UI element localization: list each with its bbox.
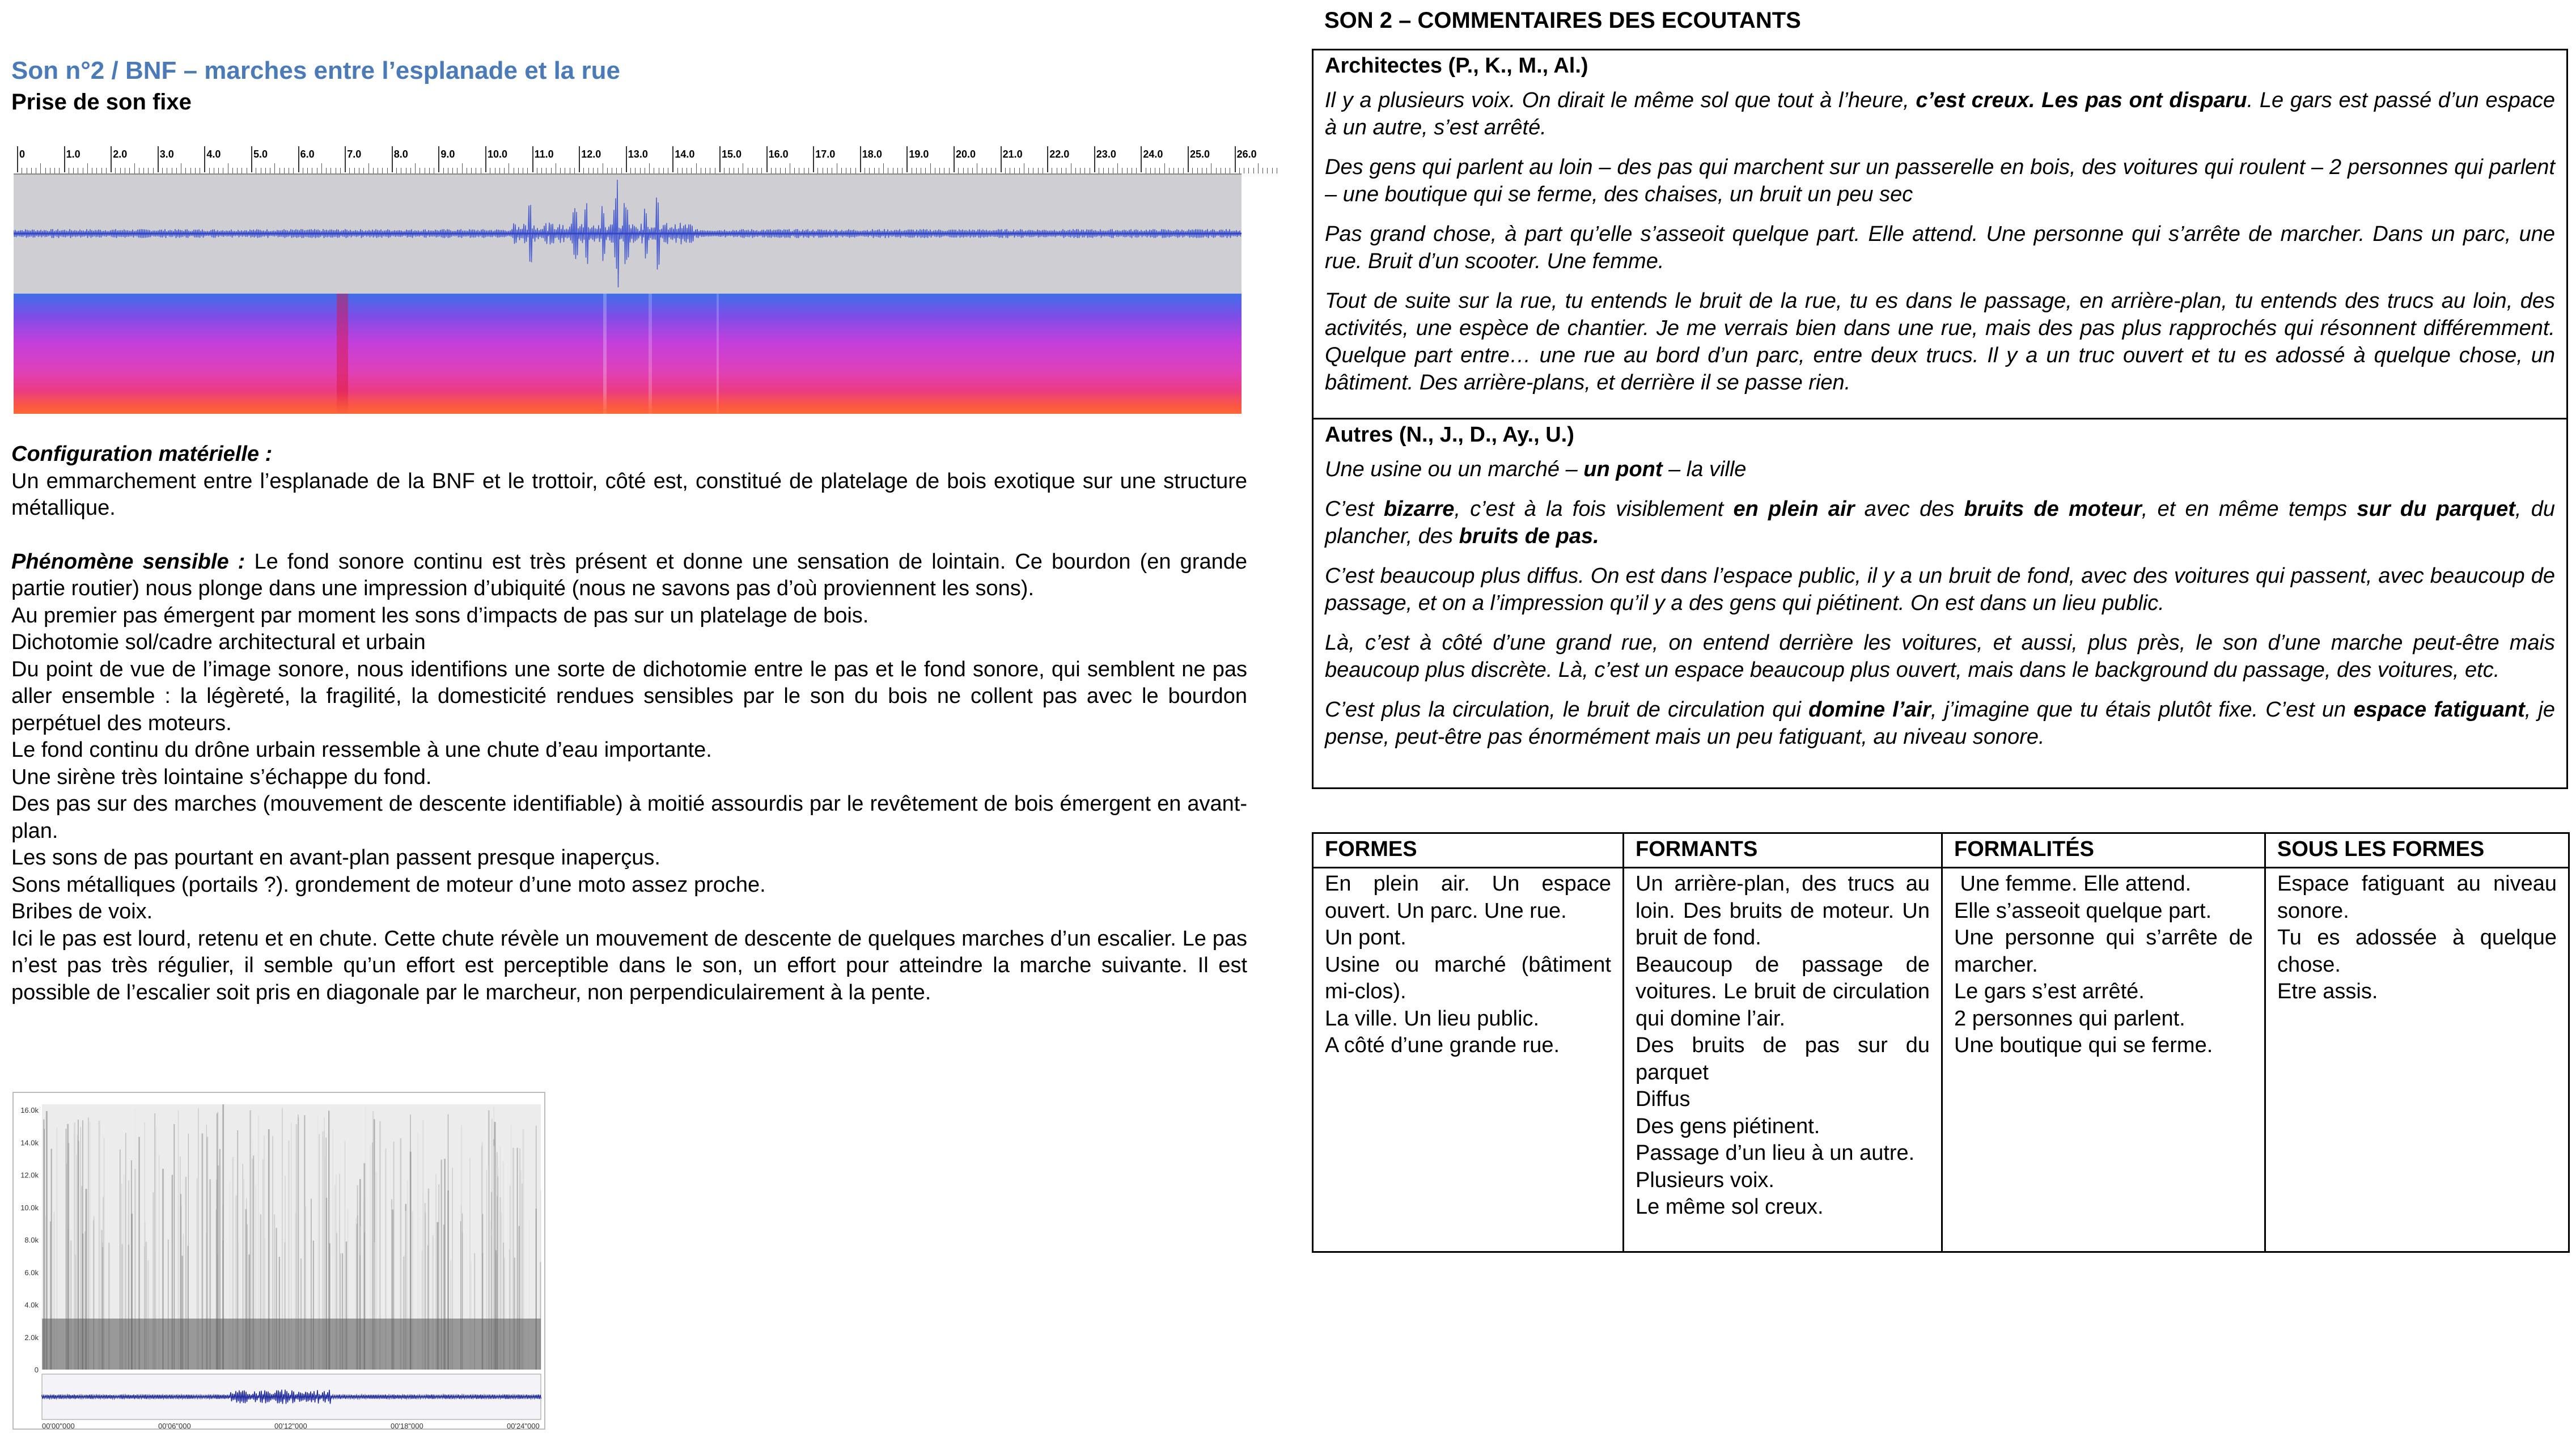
ruler-minor-tick [855,168,856,173]
ruler-minor-tick [499,168,500,173]
ruler-minor-tick [452,168,453,173]
spectrogram-x-tick: 00'18"000 [391,1422,423,1429]
ruler-minor-tick [1038,168,1039,173]
ruler-minor-tick [321,163,322,173]
ruler-minor-tick [897,168,898,173]
ruler-tick [298,146,299,172]
ruler-minor-tick [691,168,692,173]
ruler-minor-tick [349,168,350,173]
ruler-minor-tick [101,168,102,173]
ruler-tick-label: 16.0 [768,149,789,160]
ruler-minor-tick [771,168,772,173]
ruler-minor-tick [630,168,631,173]
ruler-tick-label: 18.0 [862,149,882,160]
spectrogram-y-tick: 14.0k [20,1138,39,1147]
ruler-minor-tick [504,168,505,173]
ruler-minor-tick [59,168,60,173]
paragraph: Au premier pas émergent par moment les sons d’impacts de pas sur un platelage de bois. [11,603,869,628]
ruler-tick-label: 13.0 [628,149,648,160]
table-header: FORMANTS [1624,833,1942,868]
ruler-minor-tick [785,168,786,173]
ruler-minor-tick [883,163,884,173]
spectrogram-x-tick: 00'00"000 [42,1422,75,1429]
page-title: Son n°2 / BNF – marches entre l’esplanade et la rue [11,57,620,84]
ruler-tick [204,146,205,172]
ruler-minor-tick [930,163,931,173]
ruler-minor-tick [1169,168,1170,173]
ruler-minor-tick [218,168,219,173]
ruler-tick [626,146,627,172]
paragraph: Une sirène très lointaine s’échappe du fond. [11,765,432,789]
ruler-tick [392,146,393,172]
ruler-minor-tick [96,168,97,173]
ruler-tick [1188,146,1189,172]
quote: Il y a plusieurs voix. On dirait le même sol que tout à l’heure, c’est creux. Les pas ont disparu. Le gars est passé d’un espace à un autre, s’est arrêté. [1325,88,2555,139]
ruler-minor-tick [120,168,121,173]
ruler-tick [438,146,439,172]
ruler-tick [111,146,112,172]
ruler-minor-tick [963,168,964,173]
ruler-minor-tick [1206,168,1207,173]
ruler-minor-tick [607,168,608,173]
ruler-minor-tick [841,168,842,173]
ruler-minor-tick [1239,168,1240,173]
ruler-minor-tick [368,163,369,173]
paragraph: Sons métalliques (portails ?). grondement de moteur d’une moto assez proche. [11,872,766,897]
spectrogram-display [14,294,1242,414]
ruler-minor-tick [232,168,233,173]
quote: Une usine ou un marché – un pont – la ville [1325,457,1747,481]
ruler-tick [345,146,346,172]
ruler-minor-tick [279,168,280,173]
ruler-minor-tick [682,168,683,173]
spectrogram-y-tick: 0 [34,1366,39,1374]
formes-table [1312,832,2570,1253]
ruler-minor-tick [593,168,594,173]
ruler-minor-tick [1197,168,1198,173]
grayscale-spectrogram [12,1092,545,1430]
spectrogram-y-tick: 8.0k [24,1236,39,1244]
ruler-minor-tick [1225,168,1226,173]
table-cell-formants: Un arrière-plan, des trucs au loin. Des bruits de moteur. Un bruit de fond. Beaucoup de passage de voitures. Le bruit de circulation qui domine l’air. Des bruits de pas sur du parquet Diffus Des gens piétinent. Passage d’un lieu à un autre. Plusieurs voix. Le même sol creux. [1624,868,1942,1252]
config-label: Configuration matérielle : [11,442,273,466]
spectrogram-y-tick: 4.0k [24,1300,39,1309]
table-cell-formalites: Une femme. Elle attend. Elle s’asseoit quelque part. Une personne qui s’arrête de marcher. Le gars s’est arrêté. 2 personnes qui parlent. Une boutique qui se ferme. [1942,868,2265,1252]
phenomene-label: Phénomène sensible : [11,549,245,574]
ruler-minor-tick [949,168,950,173]
ruler-minor-tick [1248,168,1249,173]
ruler-minor-tick [621,168,622,173]
ruler-minor-tick [560,168,561,173]
ruler-tick-label: 4.0 [206,149,221,160]
ruler-minor-tick [185,168,186,173]
config-text: Un emmarchement entre l’esplanade de la BNF et le trottoir, côté est, constitué de platelage de bois exotique sur une structure métallique. [11,469,1247,520]
ruler-minor-tick [939,168,940,173]
table-row [1313,868,2569,1252]
ruler-tick [532,146,533,172]
timeline-ruler [14,146,1257,175]
ruler-tick-label: 22.0 [1049,149,1070,160]
ruler-minor-tick [752,168,753,173]
ruler-minor-tick [991,168,992,173]
ruler-minor-tick [148,168,149,173]
ruler-minor-tick [541,168,542,173]
ruler-tick [766,146,768,172]
ruler-tick-label: 26.0 [1236,149,1257,160]
ruler-minor-tick [237,168,238,173]
ruler-minor-tick [1005,168,1006,173]
ruler-tick [1094,146,1095,172]
ruler-minor-tick [986,168,987,173]
ruler-minor-tick [443,168,444,173]
ruler-tick [1235,146,1236,172]
ruler-minor-tick [54,168,55,173]
ruler-tick [1001,146,1002,172]
ruler-tick-label: 17.0 [815,149,836,160]
ruler-minor-tick [1028,168,1029,173]
ruler-minor-tick [176,168,177,173]
ruler-minor-tick [1080,168,1081,173]
ruler-minor-tick [874,168,875,173]
ruler-minor-tick [190,168,191,173]
ruler-tick-label: 21.0 [1002,149,1023,160]
table-cell-sous-les-formes: Espace fatiguant au niveau sonore. Tu es adossée à quelque chose. Etre assis. [2265,868,2569,1252]
ruler-tick [579,146,580,172]
spectrogram-y-tick: 6.0k [24,1268,39,1277]
spectrogram-y-tick: 10.0k [20,1203,39,1212]
ruler-tick-label: 3.0 [159,149,174,160]
ruler-minor-tick [1103,168,1104,173]
ruler-minor-tick [471,168,472,173]
ruler-tick-label: 2.0 [113,149,128,160]
ruler-minor-tick [387,168,388,173]
ruler-minor-tick [1258,163,1259,173]
ruler-minor-tick [1192,168,1193,173]
ruler-minor-tick [916,168,917,173]
ruler-minor-tick [40,163,41,173]
ruler-minor-tick [902,168,903,173]
ruler-minor-tick [1178,168,1179,173]
ruler-minor-tick [1014,168,1015,173]
ruler-minor-tick [869,168,870,173]
ruler-tick-label: 10.0 [488,149,508,160]
ruler-minor-tick [925,168,926,173]
ruler-minor-tick [115,168,116,173]
ruler-minor-tick [1267,168,1268,173]
ruler-minor-tick [1173,168,1174,173]
ruler-minor-tick [162,168,163,173]
ruler-tick [158,146,159,172]
table-header: FORMES [1313,833,1624,868]
ruler-tick-label: 14.0 [675,149,695,160]
ruler-minor-tick [1216,168,1217,173]
ruler-minor-tick [429,168,430,173]
ruler-minor-tick [649,163,650,173]
ruler-minor-tick [415,163,416,173]
ruler-minor-tick [972,168,973,173]
ruler-minor-tick [396,168,397,173]
ruler-minor-tick [274,163,275,173]
ruler-minor-tick [326,168,327,173]
ruler-tick-label: 9.0 [440,149,455,160]
ruler-tick-label: 8.0 [393,149,408,160]
ruler-tick-label: 1.0 [66,149,80,160]
ruler-minor-tick [761,168,762,173]
table-header: SOUS LES FORMES [2265,833,2569,868]
ruler-minor-tick [817,168,818,173]
ruler-tick [954,146,955,172]
ruler-minor-tick [153,168,154,173]
ruler-minor-tick [1108,168,1109,173]
spectrogram-x-tick: 00'24"000 [507,1422,540,1429]
ruler-minor-tick [340,168,341,173]
ruler-tick-label: 23.0 [1096,149,1116,160]
ruler-minor-tick [738,168,739,173]
ruler-minor-tick [574,168,575,173]
ruler-minor-tick [1117,163,1118,173]
ruler-minor-tick [677,168,678,173]
ruler-minor-tick [1075,168,1076,173]
paragraph: Le fond continu du drône urbain ressemble à une chute d’eau importante. [11,738,712,762]
ruler-tick [813,146,814,172]
ruler-minor-tick [209,168,210,173]
ruler-minor-tick [958,168,959,173]
ruler-minor-tick [551,168,552,173]
ruler-minor-tick [363,168,364,173]
ruler-minor-tick [265,168,266,173]
phenomene-text: Le fond sonore continu est très présent et donne une sensation de lointain. Ce bourdon (en grande partie routier) nous plonge dans une impression d’ubiquité (nous ne savons pas d’où proviennent les sons). [11,549,1247,600]
ruler-minor-tick [1253,168,1254,173]
ruler-minor-tick [87,163,88,173]
ruler-minor-tick [1159,168,1160,173]
ruler-minor-tick [995,168,996,173]
autres-box [1312,419,2568,789]
ruler-minor-tick [1150,168,1151,173]
ruler-tick-label: 20.0 [956,149,976,160]
paragraph: Des pas sur des marches (mouvement de descente identifiable) à moitié assourdis par le revêtement de bois émergent en avant-plan. [11,792,1247,843]
paragraph: Ici le pas est lourd, retenu et en chute. Cette chute révèle un mouvement de descente de quelques marches d’un escalier. Le pas n’est pas très régulier, il semble qu’un effort est perceptible dans le son, un effort pour atteindre la marche suivante. Il est possible de l’escalier soit pris en diagonale par le marcheur, non perpendiculairement à la pente. [11,926,1247,1005]
ruler-minor-tick [663,168,664,173]
ruler-minor-tick [583,168,584,173]
ruler-minor-tick [780,168,781,173]
ruler-minor-tick [1061,168,1062,173]
waveform-display [14,173,1242,296]
ruler-minor-tick [73,168,74,173]
description-text [11,441,1247,1006]
table-cell-formes: En plein air. Un espace ouvert. Un parc. Une rue. Un pont. Usine ou marché (bâtiment mi-clos). La ville. Un lieu public. A côté d’une grande rue. [1313,868,1624,1252]
ruler-minor-tick [307,168,308,173]
ruler-minor-tick [1127,168,1128,173]
ruler-minor-tick [705,168,706,173]
ruler-minor-tick [1019,168,1020,173]
ruler-minor-tick [808,168,809,173]
ruler-minor-tick [1262,168,1263,173]
autres-heading: Autres (N., J., D., Ay., U.) [1325,423,1574,447]
spectrogram-y-tick: 16.0k [20,1106,39,1114]
quote: Pas grand chose, à part qu’elle s’asseoit quelque part. Elle attend. Une personne qui s’arrête de marcher. Dans un parc, une rue. Bruit d’un scooter. Une femme. [1325,222,2555,273]
ruler-minor-tick [462,163,463,173]
ruler-minor-tick [134,163,135,173]
ruler-tick-label: 19.0 [909,149,929,160]
ruler-minor-tick [45,168,46,173]
ruler-tick-label: 6.0 [300,149,315,160]
ruler-minor-tick [195,168,196,173]
ruler-minor-tick [1136,168,1137,173]
spectrogram-x-tick: 00'06"000 [158,1422,191,1429]
ruler-minor-tick [850,168,851,173]
ruler-minor-tick [143,168,144,173]
ruler-tick [719,146,721,172]
ruler-minor-tick [284,168,285,173]
ruler-minor-tick [129,168,130,173]
quote: C’est bizarre, c’est à la fois visiblement en plein air avec des bruits de moteur, et en même temps sur du parquet, du plancher, des bruits de pas. [1325,497,2555,548]
ruler-tick-label: 5.0 [253,149,268,160]
ruler-minor-tick [588,168,589,173]
ruler-tick-label: 25.0 [1190,149,1210,160]
ruler-minor-tick [616,168,617,173]
paragraph: Bribes de voix. [11,900,153,923]
ruler-tick [906,146,908,172]
ruler-tick [1141,146,1142,172]
spectrogram-y-tick: 2.0k [24,1333,39,1342]
spectrogram-y-tick: 12.0k [20,1171,39,1180]
ruler-minor-tick [640,168,641,173]
quote: Tout de suite sur la rue, tu entends le bruit de la rue, tu es dans le passage, en arrière-plan, tu entends des trucs au loin, des activités, une espèce de chantier. Je me verrais bien dans une rue, mais des pas plus rapprochés qui résonnent différemment. Quelque part entre… une rue au bord d’un parc, entre deux trucs. Il y a un truc ouvert et tu es adossé à quelque chose, un bâtiment. Des arrière-plans, et derrière il se passe rien. [1325,289,2555,395]
ruler-tick-label: 7.0 [347,149,362,160]
ruler-tick-label: 0 [19,149,26,160]
quote: C’est beaucoup plus diffus. On est dans l’espace public, il y a un bruit de fond, avec des voitures qui passent, avec beaucoup de passage, et on a l’impression qu’il y a des gens qui piétinent. On est dans un lieu public. [1325,564,2555,615]
ruler-minor-tick [527,168,528,173]
paragraph: Les sons de pas pourtant en avant-plan passent presque inaperçus. [11,846,660,870]
ruler-minor-tick [382,168,383,173]
table-header-row [1313,833,2569,868]
paragraph: Du point de vue de l’image sonore, nous identifions une sorte de dichotomie entre le pas et le fond sonore, qui semblent ne pas aller ensemble : la légèreté, la fragilité, la domesticité rendues sensibles par le son du bois ne collent pas avec le bourdon perpétuel des moteurs. [11,657,1247,735]
ruler-tick-label: 12.0 [581,149,601,160]
architectes-heading: Architectes (P., K., M., Al.) [1325,54,1588,78]
ruler-tick [17,146,18,172]
spectrogram-x-tick: 00'12"000 [274,1422,307,1429]
architectes-box [1312,49,2568,419]
ruler-tick [860,146,861,172]
ruler-tick [672,146,673,172]
ruler-minor-tick [1164,163,1165,173]
ruler-minor-tick [293,168,294,173]
ruler-minor-tick [1272,168,1273,173]
ruler-minor-tick [410,168,411,173]
ruler-minor-tick [827,168,828,173]
ruler-minor-tick [354,168,355,173]
ruler-minor-tick [794,168,795,173]
ruler-minor-tick [518,168,519,173]
table-header: FORMALITÉS [1942,833,2265,868]
ruler-minor-tick [1084,168,1085,173]
ruler-minor-tick [373,168,374,173]
ruler-minor-tick [1183,168,1184,173]
ruler-tick [64,146,65,172]
paragraph: Dichotomie sol/cadre architectural et urbain [11,630,426,654]
ruler-minor-tick [106,168,107,173]
ruler-minor-tick [729,168,730,173]
ruler-tick [485,146,486,172]
quote: C’est plus la circulation, le bruit de circulation qui domine l’air, j’imagine que tu étais plutôt fixe. C’est un espace fatiguant, je pense, peut-être pas énormément mais un peu fatiguant, au niveau sonore. [1325,698,2555,749]
ruler-minor-tick [696,163,697,173]
subtitle: Prise de son fixe [11,90,192,115]
section-heading: SON 2 – COMMENTAIRES DES ECOUTANTS [1324,8,1801,33]
quote: Là, c’est à côté d’une grand rue, on entend derrière les voitures, et aussi, plus près, le son d’une marche peut-être mais beaucoup plus discrète. Là, c’est un espace beaucoup plus ouvert, mais dans le background du passage, des voitures, etc. [1325,631,2555,682]
ruler-tick [251,146,252,172]
ruler-tick-label: 15.0 [722,149,742,160]
ruler-tick-label: 24.0 [1143,149,1163,160]
ruler-tick-label: 11.0 [534,149,554,160]
ruler-minor-tick [31,168,32,173]
quote: Des gens qui parlent au loin – des pas qui marchent sur un passerelle en bois, des voitures qui roulent – 2 personnes qui parlent – une boutique qui se ferme, des chaises, un bruit un peu sec [1325,155,2555,206]
low-frequency-band [42,1319,541,1370]
ruler-tick [1047,146,1048,172]
